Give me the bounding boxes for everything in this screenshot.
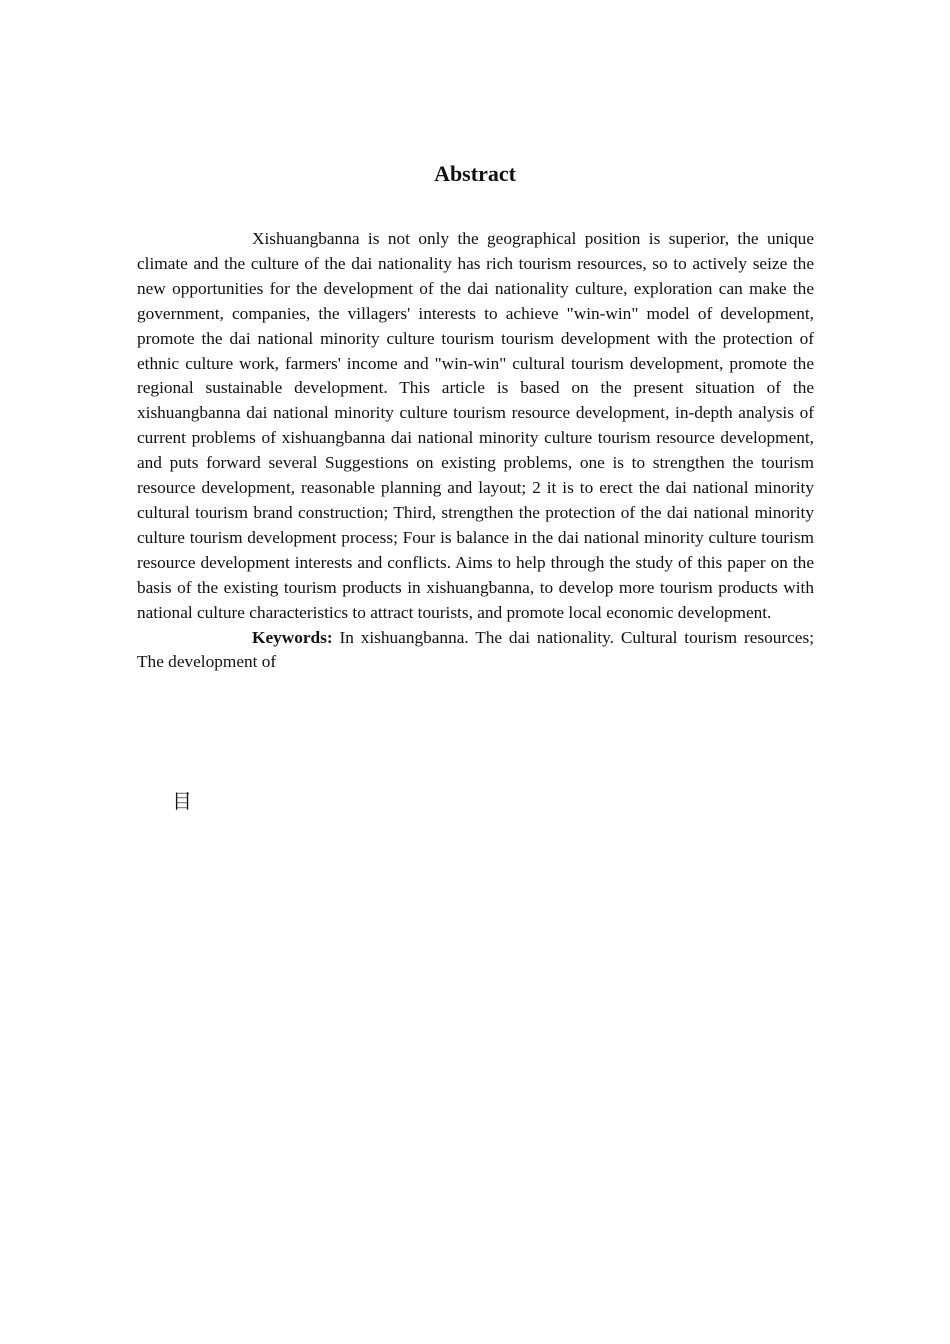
keywords-label: Keywords: — [252, 627, 333, 647]
keywords-text: In xishuangbanna. The dai nationality. Cultural tourism resources; The development of — [137, 627, 814, 672]
abstract-title: Abstract — [434, 161, 516, 186]
abstract-body — [137, 227, 814, 675]
table-of-contents-heading: 目 — [172, 789, 192, 813]
keywords-paragraph — [137, 626, 814, 676]
abstract-paragraph: Xishuangbanna is not only the geographical position is superior, the unique climate and the culture of the dai nationality has rich tourism resources, so to actively seize the new opportunities for the development of the dai nationality culture, exploration can make the government, companies, the villagers' interests to achieve "win-win" model of development, promote the dai national minority culture tourism tourism development with the protection of ethnic culture work, farmers' income and "win-win" cultural tourism development, promote the regional sustainable development. This article is based on the present situation of the xishuangbanna dai national minority culture tourism resource development, in-depth analysis of current problems of xishuangbanna dai national minority culture tourism resource development, and puts forward several Suggestions on existing problems, one is to strengthen the tourism resource development, reasonable planning and layout; 2 it is to erect the dai national minority cultural tourism brand construction; Third, strengthen the protection of the dai national minority culture tourism development process; Four is balance in the dai national minority culture tourism resource development interests and conflicts. Aims to help through the study of this paper on the basis of the existing tourism products in xishuangbanna, to develop more tourism products with national culture characteristics to attract tourists, and promote local economic development. — [137, 229, 814, 622]
